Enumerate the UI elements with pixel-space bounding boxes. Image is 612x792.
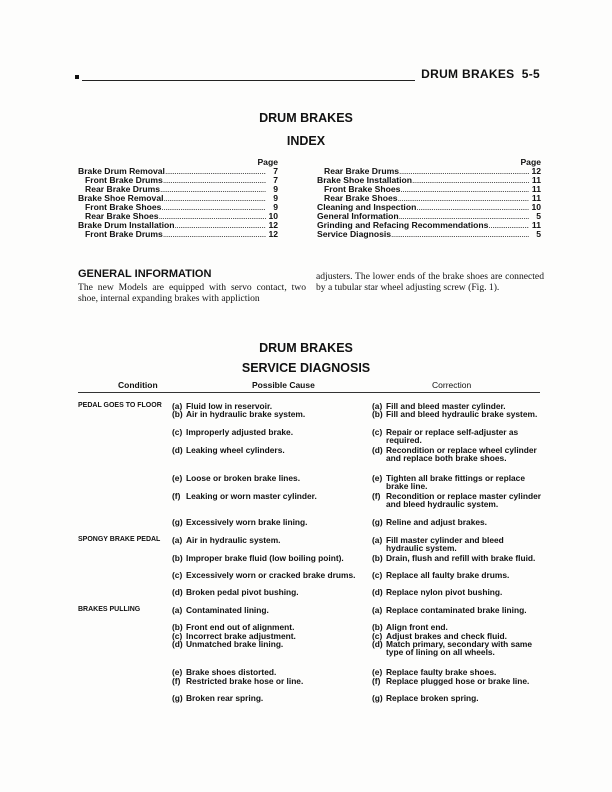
index-entry-label: Brake Drum Installation (78, 220, 175, 230)
leader-dots (398, 194, 529, 203)
cause-text: Loose or broken brake lines. (186, 473, 301, 483)
correction-text: Reline and adjust brakes. (386, 517, 487, 527)
index-entry-page: 5 (536, 211, 541, 221)
item-letter: (e) (372, 473, 383, 483)
item-letter: (e) (172, 473, 183, 483)
index-entry-page: 11 (531, 220, 541, 230)
correction-text: Recondition or replace wheel cylinder and replace both brake shoes. (386, 445, 537, 464)
item-letter: (g) (172, 693, 183, 703)
correction-text: Replace faulty brake shoes. (386, 667, 497, 677)
item-letter: (d) (372, 445, 383, 455)
page-number: 5-5 (521, 67, 540, 81)
correction-item (372, 446, 542, 463)
index-entry-label: Cleaning and Inspection (317, 202, 417, 212)
cause-item (172, 571, 362, 579)
item-letter: (a) (172, 535, 183, 545)
item-letter: (d) (172, 587, 183, 597)
correction-text: Adjust brakes and check fluid. (386, 631, 508, 641)
item-letter: (d) (172, 445, 183, 455)
index-entry-label: Brake Drum Removal (78, 166, 165, 176)
item-letter: (d) (372, 587, 383, 597)
cause-text: Leaking wheel cylinders. (186, 445, 285, 455)
leader-dots (391, 230, 529, 239)
index-entry-page: 9 (273, 184, 278, 194)
cause-text: Fluid low in reservoir. (186, 401, 273, 411)
item-letter: (c) (372, 427, 383, 437)
index-entry (317, 230, 541, 239)
correction-item (372, 428, 542, 445)
index-entry-label: Rear Brake Shoes (324, 193, 398, 203)
general-information-text-col1: The new Models are equipped with servo contact, two shoe, internal expanding brakes with appliction (78, 282, 306, 304)
cause-column-header: Possible Cause (252, 380, 315, 390)
cause-item (172, 492, 362, 500)
correction-item (372, 536, 542, 553)
index-entry-page: 9 (273, 202, 278, 212)
item-letter: (a) (172, 401, 183, 411)
leader-dots (400, 185, 529, 194)
index-entry-page: 11 (531, 175, 541, 185)
item-letter: (e) (172, 667, 183, 677)
cause-item (172, 410, 362, 418)
item-letter: (c) (372, 631, 383, 641)
index-entry-page: 10 (268, 211, 278, 221)
cause-text: Air in hydraulic system. (186, 535, 281, 545)
leader-dots (159, 212, 266, 221)
cause-text: Unmatched brake lining. (186, 639, 284, 649)
index-entry-page: 12 (268, 229, 278, 239)
leader-dots (412, 176, 529, 185)
index-heading: INDEX (286, 134, 326, 148)
cause-text: Excessively worn brake lining. (186, 517, 308, 527)
item-letter: (c) (172, 570, 183, 580)
item-letter: (b) (172, 553, 183, 563)
item-letter: (c) (172, 427, 183, 437)
index-entry-label: Rear Brake Drums (85, 184, 160, 194)
index-entry-label: Rear Brake Shoes (85, 211, 159, 221)
index-entry-page: 12 (268, 220, 278, 230)
index-entry-label: Front Brake Shoes (85, 202, 162, 212)
item-letter: (g) (372, 693, 383, 703)
cause-text: Restricted brake hose or line. (186, 676, 304, 686)
leader-dots (161, 203, 266, 212)
correction-text: Align front end. (386, 622, 448, 632)
cause-text: Improperly adjusted brake. (186, 427, 294, 437)
item-letter: (a) (372, 605, 383, 615)
correction-item (372, 492, 542, 509)
cause-item (172, 554, 362, 562)
index-entry-label: Grinding and Refacing Recommendations (317, 220, 489, 230)
index-entry-label: Service Diagnosis (317, 229, 392, 239)
correction-text: Fill and bleed master cylinder. (386, 401, 506, 411)
correction-text: Fill master cylinder and bleed hydraulic system. (386, 535, 504, 554)
leader-dots (164, 194, 267, 203)
cause-item (172, 588, 362, 596)
running-header (421, 67, 540, 81)
correction-text: Replace plugged hose or brake line. (386, 676, 530, 686)
leader-dots (416, 203, 529, 212)
correction-item (372, 677, 542, 685)
item-letter: (d) (172, 639, 183, 649)
item-letter: (d) (372, 639, 383, 649)
index-entry (78, 230, 278, 239)
item-letter: (b) (172, 409, 183, 419)
index-entry-page: 5 (536, 229, 541, 239)
index-left-column (78, 158, 278, 239)
correction-text: Drain, flush and refill with brake fluid. (386, 553, 536, 563)
leader-dots (163, 230, 266, 239)
correction-item (372, 518, 542, 526)
table-header-rule (78, 392, 540, 393)
cause-text: Broken pedal pivot bushing. (186, 587, 299, 597)
header-rule (82, 80, 415, 81)
item-letter: (f) (372, 676, 381, 686)
item-letter: (b) (172, 622, 183, 632)
leader-dots (488, 221, 529, 230)
index-entry-page: 9 (273, 193, 278, 203)
correction-item (372, 474, 542, 491)
cause-text: Brake shoes distorted. (186, 667, 277, 677)
cause-text: Air in hydraulic brake system. (186, 409, 306, 419)
cause-item (172, 428, 362, 436)
correction-item (372, 410, 542, 418)
cause-text: Front end out of alignment. (186, 622, 295, 632)
leader-dots (165, 167, 266, 176)
page-column-label: Page (520, 157, 541, 167)
diagnosis-subtitle: SERVICE DIAGNOSIS (241, 361, 371, 375)
condition-column-header: Condition (118, 380, 158, 390)
correction-item (372, 694, 542, 702)
cause-item (172, 446, 362, 454)
index-entry-label: Front Brake Drums (85, 175, 163, 185)
diagnosis-title: DRUM BRAKES (259, 341, 353, 355)
index-entry-label: Brake Shoe Removal (78, 193, 164, 203)
item-letter: (e) (372, 667, 383, 677)
index-entry-label: Brake Shoe Installation (317, 175, 413, 185)
item-letter: (c) (172, 631, 183, 641)
general-information-text-col2: adjusters. The lower ends of the brake shoes are connected by a tubular star wheel adjusting screw (Fig. 1). (316, 271, 544, 293)
item-letter: (f) (172, 491, 181, 501)
index-entry-label: General Information (317, 211, 399, 221)
cause-text: Leaking or worn master cylinder. (186, 491, 317, 501)
general-information-heading: GENERAL INFORMATION (78, 268, 212, 280)
cause-text: Improper brake fluid (low boiling point). (186, 553, 344, 563)
condition-label: BRAKES PULLING (78, 606, 141, 613)
leader-dots (399, 167, 529, 176)
correction-text: Replace broken spring. (386, 693, 479, 703)
condition-label: SPONGY BRAKE PEDAL (78, 536, 161, 543)
page-title: DRUM BRAKES (259, 111, 353, 125)
index-entry-page: 12 (531, 166, 541, 176)
cause-text: Excessively worn or cracked brake drums. (186, 570, 356, 580)
correction-text: Replace nylon pivot bushing. (386, 587, 503, 597)
condition-label: PEDAL GOES TO FLOOR (78, 402, 162, 409)
item-letter: (b) (372, 409, 383, 419)
cause-text: Broken rear spring. (186, 693, 264, 703)
index-entry-label: Rear Brake Drums (324, 166, 399, 176)
item-letter: (g) (172, 517, 183, 527)
leader-dots (174, 221, 266, 230)
index-entry-page: 11 (531, 193, 541, 203)
item-letter: (c) (372, 570, 383, 580)
cause-item (172, 474, 362, 482)
index-entry-page: 10 (531, 202, 541, 212)
cause-item (172, 606, 362, 614)
cause-item (172, 694, 362, 702)
correction-item (372, 640, 542, 657)
running-header-title: DRUM BRAKES (421, 67, 515, 81)
correction-text: Repair or replace self-adjuster as required. (386, 427, 519, 446)
item-letter: (f) (372, 491, 381, 501)
leader-dots (163, 176, 266, 185)
item-letter: (b) (372, 622, 383, 632)
correction-item (372, 606, 542, 614)
index-entry-label: Front Brake Shoes (324, 184, 401, 194)
correction-text: Tighten all brake fittings or replace brake line. (386, 473, 525, 492)
correction-text: Replace all faulty brake drums. (386, 570, 510, 580)
cause-text: Incorrect brake adjustment. (186, 631, 296, 641)
index-entry-page: 7 (273, 166, 278, 176)
correction-item (372, 588, 542, 596)
correction-column-header: Correction (432, 380, 472, 390)
item-letter: (f) (172, 676, 181, 686)
item-letter: (g) (372, 517, 383, 527)
cause-item (172, 536, 362, 544)
correction-text: Match primary, secondary with same type of lining on all wheels. (386, 639, 532, 658)
leader-dots (160, 185, 266, 194)
correction-text: Replace contaminated brake lining. (386, 605, 527, 615)
correction-text: Fill and bleed hydraulic brake system. (386, 409, 538, 419)
index-right-column (317, 158, 541, 239)
page-column-label: Page (257, 157, 278, 167)
item-letter: (a) (372, 401, 383, 411)
item-letter: (a) (172, 605, 183, 615)
cause-item (172, 677, 362, 685)
index-entry-label: Front Brake Drums (85, 229, 163, 239)
index-entry-page: 7 (273, 175, 278, 185)
item-letter: (b) (372, 553, 383, 563)
item-letter: (a) (372, 535, 383, 545)
index-entry-page: 11 (531, 184, 541, 194)
correction-text: Recondition or replace master cylinder and bleed hydraulic system. (386, 491, 541, 510)
cause-text: Contaminated lining. (186, 605, 269, 615)
cause-item (172, 518, 362, 526)
correction-item (372, 554, 542, 562)
bullet-mark (75, 75, 79, 79)
cause-item (172, 640, 362, 648)
correction-item (372, 571, 542, 579)
